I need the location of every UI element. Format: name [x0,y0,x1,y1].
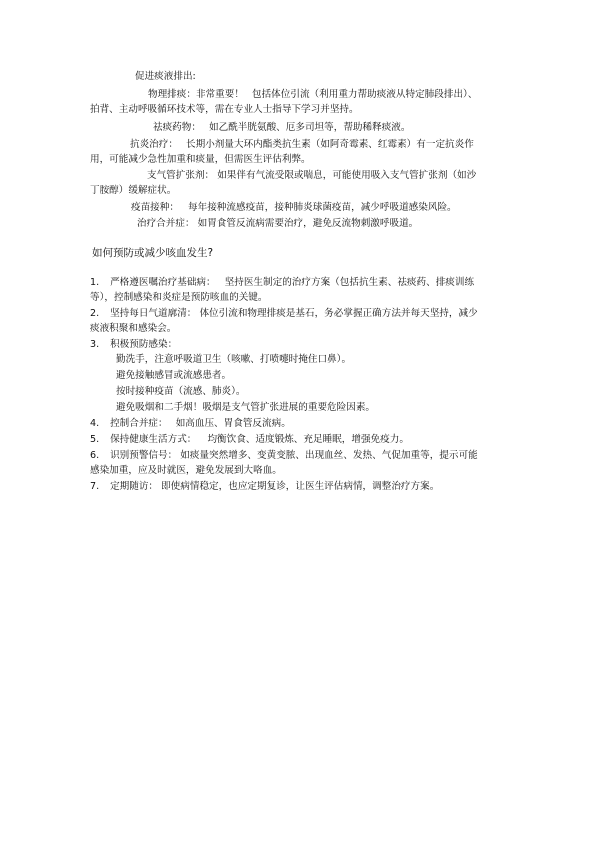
item-continuation: 等），控制感染和炎症是预防咳血的关键。 [90,292,268,303]
item-label: 识别预警信号： [110,450,178,461]
item-text: 如果伴有气流受限或喘息，可能使用吸入支气管扩张剂（如沙 [217,170,477,181]
vaccination-item [131,202,457,214]
item-number: 1. [90,277,100,288]
item-label: 严格遵医嘱治疗基础病： [110,277,216,288]
list-item-4 [90,418,291,430]
item-text: 坚持医生制定的治疗方案（包括抗生素、祛痰药、排痰训练 [224,277,475,288]
item-text: 如胃食管反流病需要治疗，避免反流物刺激呼吸道。 [197,218,419,229]
item-label: 疫苗接种： [131,202,179,213]
item-label: 祛痰药物： [153,122,201,133]
sub-item-avoid-contact: 避免接触感冒或流感患者。 [116,370,232,381]
anti-inflammatory-item [130,139,474,151]
item-text: 均衡饮食、适度锻炼、充足睡眠，增强免疫力。 [207,434,409,445]
item-label: 积极预防感染： [110,339,178,350]
item-label: 抗炎治疗： [130,139,178,150]
item-continuation: 痰液积聚和感染会。 [90,323,177,334]
item-text: 长期小剂量大环内酯类抗生素（如阿奇霉素、红霉素）有一定抗炎作 [186,139,474,150]
list-item-6 [90,450,478,462]
item-label: 支气管扩张剂： [147,170,215,181]
item-label: 定期随访： [110,481,159,492]
section2-question: 如何预防或减少咳血发生? [92,247,214,259]
sub-item-avoid-smoking: 避免吸烟和二手烟！吸烟是支气管扩张进展的重要危险因素。 [116,402,376,413]
list-item-7 [90,481,439,493]
list-item-2 [90,308,478,320]
item-text: 即使病情稳定，也应定期复诊，让医生评估病情，调整治疗方案。 [161,481,440,492]
item-continuation: 感染加重，应及时就医，避免发展到大咯血。 [90,465,282,476]
comorbidity-item [137,218,418,230]
list-item-1 [90,277,474,289]
sub-item-vaccines: 按时接种疫苗（流感、肺炎）。 [116,386,246,397]
item-text: 包括体位引流（利用重力帮助痰液从特定肺段排出）、 [252,89,478,100]
sub-item-hand-washing: 勤洗手，注意呼吸道卫生（咳嗽、打喷嚏时掩住口鼻）。 [116,354,352,365]
item-text: 每年接种流感疫苗，接种肺炎球菌疫苗，减少呼吸道感染风险。 [188,202,457,213]
expectorant-item [153,122,411,134]
section1-heading: 促进痰液排出: [135,71,196,82]
physical-airway-clearance-item [148,89,477,101]
item-label: 物理排痰：非常重要！ [148,89,244,100]
item-number: 3. [90,339,100,350]
item-label: 坚持每日气道廓清： [110,308,197,319]
item-text: 如乙酰半胱氨酸、厄多司坦等，帮助稀释痰液。 [209,122,411,133]
item-continuation: 丁胺醇）缓解症状。 [90,185,177,196]
item-number: 5. [90,434,100,445]
item-number: 2. [90,308,100,319]
bronchodilator-item [147,170,476,182]
item-label: 控制合并症： [110,418,168,429]
item-label: 保持健康生活方式： [110,434,197,445]
item-label: 治疗合并症： [137,218,195,229]
list-item-3 [90,339,177,351]
item-number: 4. [90,418,100,429]
list-item-5 [90,434,409,446]
item-text: 如痰量突然增多、变黄变脓、出现血丝、发热、气促加重等，提示可能 [180,450,478,461]
item-number: 7. [90,481,100,492]
item-text: 体位引流和物理排痰是基石，务必掌握正确方法并每天坚持，减少 [199,308,478,319]
item-number: 6. [90,450,100,461]
item-continuation: 用，可能减少急性加重和痰量，但需医生评估利弊。 [90,154,311,165]
item-text: 如高血压、胃食管反流病。 [175,418,291,429]
item-continuation: 拍背、主动呼吸循环技术等，需在专业人士指导下学习并坚持。 [90,104,359,115]
